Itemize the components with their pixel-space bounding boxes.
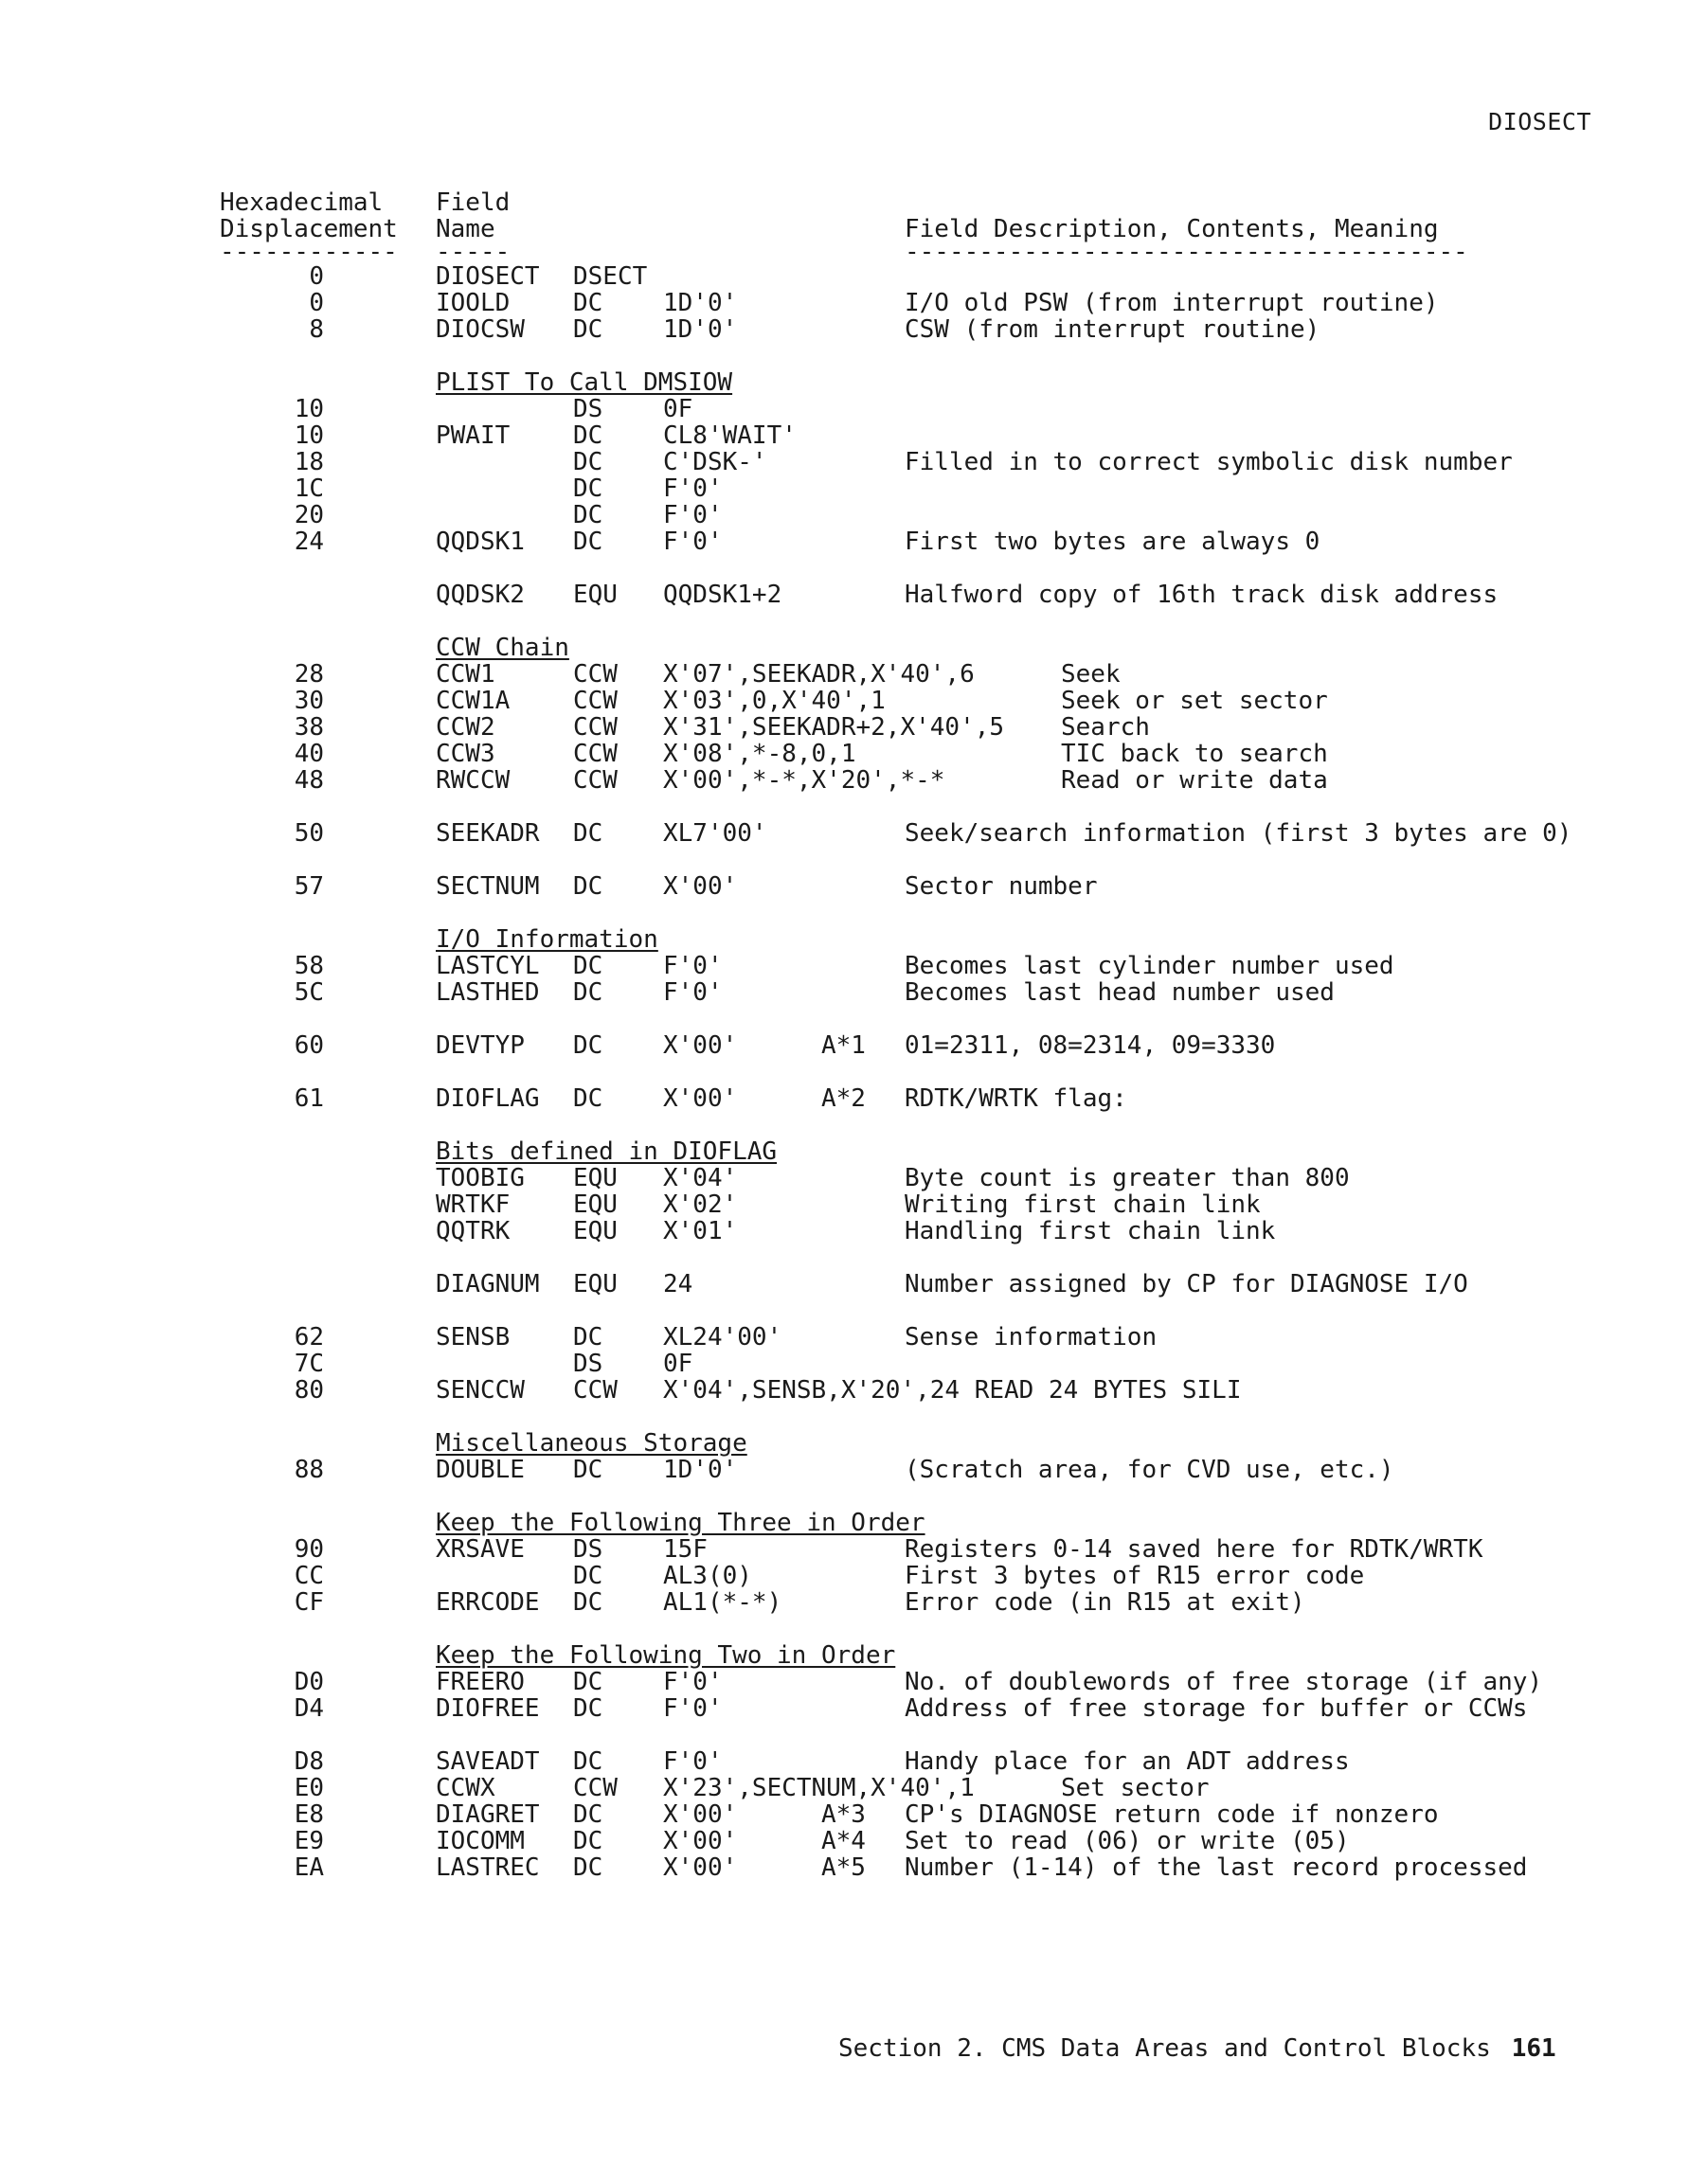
description: Becomes last cylinder number used bbox=[905, 952, 1394, 980]
description: Registers 0-14 saved here for RDTK/WRTK bbox=[905, 1535, 1483, 1564]
row-gap bbox=[0, 1616, 1688, 1642]
operand: C'DSK-' bbox=[663, 448, 767, 476]
operand: 0F bbox=[663, 395, 693, 423]
opcode: DC bbox=[573, 1747, 603, 1776]
section-title bbox=[0, 926, 1688, 953]
operand: X'04' bbox=[663, 1164, 738, 1192]
operand: X'23',SECTNUM,X'40',1 bbox=[663, 1774, 975, 1802]
displacement: 7C bbox=[294, 1350, 324, 1378]
displacement: E8 bbox=[294, 1800, 324, 1829]
section-title-text: PLIST To Call DMSIOW bbox=[436, 368, 733, 397]
annotation: A*1 bbox=[821, 1031, 866, 1060]
ccw-row bbox=[0, 767, 1688, 794]
field-row bbox=[0, 475, 1688, 502]
displacement: 40 bbox=[294, 740, 324, 768]
description: Handy place for an ADT address bbox=[905, 1747, 1350, 1776]
operand: F'0' bbox=[663, 1694, 723, 1723]
operand: AL3(0) bbox=[663, 1562, 752, 1590]
field-name: CCW2 bbox=[436, 713, 495, 742]
ccw-row bbox=[0, 688, 1688, 714]
annotation: A*5 bbox=[821, 1853, 866, 1882]
operand: F'0' bbox=[663, 1747, 723, 1776]
field-row bbox=[0, 1191, 1688, 1218]
description: Writing first chain link bbox=[905, 1190, 1261, 1219]
description: Address of free storage for buffer or CCWs bbox=[905, 1694, 1528, 1723]
row-gap bbox=[0, 1404, 1688, 1430]
field-row bbox=[0, 582, 1688, 608]
operand: F'0' bbox=[663, 978, 723, 1007]
field-name: IOCOMM bbox=[436, 1827, 525, 1855]
operand: 1D'0' bbox=[663, 315, 738, 344]
description: CP's DIAGNOSE return code if nonzero bbox=[905, 1800, 1439, 1829]
row-gap bbox=[0, 343, 1688, 369]
running-header: DIOSECT bbox=[1488, 108, 1591, 135]
row-gap bbox=[0, 847, 1688, 873]
displacement: 38 bbox=[294, 713, 324, 742]
description: CSW (from interrupt routine) bbox=[905, 315, 1320, 344]
field-name: LASTHED bbox=[436, 978, 540, 1007]
row-gap bbox=[0, 1483, 1688, 1510]
displacement: 0 bbox=[309, 289, 324, 317]
field-name: CCWX bbox=[436, 1774, 495, 1802]
displacement: 1C bbox=[294, 474, 324, 503]
field-name: DEVTYP bbox=[436, 1031, 525, 1060]
description: Error code (in R15 at exit) bbox=[905, 1588, 1305, 1617]
section-title-text: Miscellaneous Storage bbox=[436, 1429, 747, 1458]
operand: X'07',SEEKADR,X'40',6 bbox=[663, 660, 975, 689]
section-title bbox=[0, 1138, 1688, 1165]
operand: X'00',*-*,X'20',*-* bbox=[663, 766, 945, 795]
field-name: SECTNUM bbox=[436, 872, 540, 901]
opcode: EQU bbox=[573, 1164, 618, 1192]
operand: AL1(*-*) bbox=[663, 1588, 782, 1617]
column-header-displacement-2: Displacement bbox=[220, 215, 398, 243]
displacement: CC bbox=[294, 1562, 324, 1590]
section-title bbox=[0, 369, 1688, 396]
field-name: CCW1 bbox=[436, 660, 495, 689]
field-row bbox=[0, 263, 1688, 290]
operand: F'0' bbox=[663, 952, 723, 980]
operand: F'0' bbox=[663, 501, 723, 529]
opcode: DC bbox=[573, 1827, 603, 1855]
displacement: 57 bbox=[294, 872, 324, 901]
displacement: 28 bbox=[294, 660, 324, 689]
page-footer bbox=[838, 2034, 1556, 2063]
field-row bbox=[0, 1165, 1688, 1191]
operand: 1D'0' bbox=[663, 289, 738, 317]
row-gap bbox=[0, 1059, 1688, 1085]
row-gap bbox=[0, 1298, 1688, 1324]
field-name: DIAGRET bbox=[436, 1800, 540, 1829]
displacement: 30 bbox=[294, 687, 324, 715]
displacement: 90 bbox=[294, 1535, 324, 1564]
operand: X'00' bbox=[663, 1084, 738, 1113]
field-name: TOOBIG bbox=[436, 1164, 525, 1192]
opcode: DC bbox=[573, 819, 603, 848]
field-row bbox=[0, 1801, 1688, 1828]
ccw-row bbox=[0, 661, 1688, 688]
field-row bbox=[0, 1536, 1688, 1563]
ccw-row bbox=[0, 741, 1688, 767]
row-gap bbox=[0, 1112, 1688, 1138]
column-header-field-1: Field bbox=[436, 188, 511, 217]
field-row bbox=[0, 1085, 1688, 1112]
displacement: 24 bbox=[294, 528, 324, 556]
column-rule-field: ----- bbox=[436, 238, 511, 266]
field-row bbox=[0, 1457, 1688, 1483]
description: First 3 bytes of R15 error code bbox=[905, 1562, 1365, 1590]
operand: 0F bbox=[663, 1350, 693, 1378]
ccw-comment: TIC back to search bbox=[1061, 740, 1328, 768]
row-gap bbox=[0, 1722, 1688, 1748]
ccw-comment: Seek or set sector bbox=[1061, 687, 1328, 715]
opcode: DC bbox=[573, 289, 603, 317]
opcode: EQU bbox=[573, 1270, 618, 1298]
displacement: 10 bbox=[294, 421, 324, 450]
opcode: DC bbox=[573, 1562, 603, 1590]
field-name: XRSAVE bbox=[436, 1535, 525, 1564]
field-name: QQTRK bbox=[436, 1217, 511, 1245]
displacement: D8 bbox=[294, 1747, 324, 1776]
field-row bbox=[0, 1271, 1688, 1298]
field-row bbox=[0, 1589, 1688, 1616]
row-gap bbox=[0, 555, 1688, 582]
opcode: DSECT bbox=[573, 262, 648, 291]
opcode: DC bbox=[573, 1588, 603, 1617]
opcode: DC bbox=[573, 1853, 603, 1882]
field-name: FREERO bbox=[436, 1668, 525, 1696]
field-row bbox=[0, 316, 1688, 343]
ccw-comment: Read or write data bbox=[1061, 766, 1328, 795]
description: Number (1-14) of the last record processed bbox=[905, 1853, 1528, 1882]
field-row bbox=[0, 1854, 1688, 1881]
field-name: SENSB bbox=[436, 1323, 511, 1352]
description: Filled in to correct symbolic disk number bbox=[905, 448, 1513, 476]
section-title bbox=[0, 1430, 1688, 1457]
displacement: 8 bbox=[309, 315, 324, 344]
operand: F'0' bbox=[663, 1668, 723, 1696]
page-number: 161 bbox=[1511, 2034, 1556, 2063]
description: Becomes last head number used bbox=[905, 978, 1335, 1007]
displacement: E0 bbox=[294, 1774, 324, 1802]
field-name: QQDSK2 bbox=[436, 581, 525, 609]
field-name: DIOCSW bbox=[436, 315, 525, 344]
description: No. of doublewords of free storage (if any) bbox=[905, 1668, 1543, 1696]
opcode: DC bbox=[573, 315, 603, 344]
opcode: DC bbox=[573, 528, 603, 556]
section-title-text: Keep the Following Three in Order bbox=[436, 1509, 925, 1537]
field-row bbox=[0, 1324, 1688, 1351]
displacement: D4 bbox=[294, 1694, 324, 1723]
field-row bbox=[0, 1669, 1688, 1695]
operand: X'03',0,X'40',1 bbox=[663, 687, 886, 715]
description: Seek/search information (first 3 bytes are 0) bbox=[905, 819, 1572, 848]
description: Byte count is greater than 800 bbox=[905, 1164, 1350, 1192]
section-title-text: Bits defined in DIOFLAG bbox=[436, 1137, 778, 1166]
section-title-text: Keep the Following Two in Order bbox=[436, 1641, 896, 1670]
description: Number assigned by CP for DIAGNOSE I/O bbox=[905, 1270, 1468, 1298]
displacement: CF bbox=[294, 1588, 324, 1617]
operand: X'00' bbox=[663, 1853, 738, 1882]
displacement: 88 bbox=[294, 1456, 324, 1484]
annotation: A*3 bbox=[821, 1800, 866, 1829]
field-name: DOUBLE bbox=[436, 1456, 525, 1484]
field-name: SENCCW bbox=[436, 1376, 525, 1405]
displacement: 20 bbox=[294, 501, 324, 529]
operand: X'00' bbox=[663, 1800, 738, 1829]
description: Sector number bbox=[905, 872, 1098, 901]
displacement: 5C bbox=[294, 978, 324, 1007]
row-gap bbox=[0, 900, 1688, 926]
operand: X'08',*-8,0,1 bbox=[663, 740, 856, 768]
field-name: DIOFLAG bbox=[436, 1084, 540, 1113]
opcode: DC bbox=[573, 1694, 603, 1723]
column-header-displacement-1: Hexadecimal bbox=[220, 188, 384, 217]
field-row bbox=[0, 528, 1688, 555]
row-gap bbox=[0, 794, 1688, 820]
field-name: RWCCW bbox=[436, 766, 511, 795]
opcode: DC bbox=[573, 421, 603, 450]
operand: XL24'00' bbox=[663, 1323, 782, 1352]
operand: 24 bbox=[663, 1270, 693, 1298]
field-name: ERRCODE bbox=[436, 1588, 540, 1617]
opcode: DC bbox=[573, 1031, 603, 1060]
operand: X'02' bbox=[663, 1190, 738, 1219]
field-row bbox=[0, 1563, 1688, 1589]
field-row bbox=[0, 1748, 1688, 1775]
section-title-text: CCW Chain bbox=[436, 634, 569, 662]
opcode: CCW bbox=[573, 740, 618, 768]
displacement: 18 bbox=[294, 448, 324, 476]
row-gap bbox=[0, 608, 1688, 635]
field-name: LASTREC bbox=[436, 1853, 540, 1882]
opcode: CCW bbox=[573, 1376, 618, 1405]
operand: X'31',SEEKADR+2,X'40',5 bbox=[663, 713, 1005, 742]
field-row bbox=[0, 502, 1688, 528]
section-title bbox=[0, 635, 1688, 661]
field-row bbox=[0, 422, 1688, 449]
field-row bbox=[0, 449, 1688, 475]
field-name: DIOSECT bbox=[436, 262, 540, 291]
displacement: 50 bbox=[294, 819, 324, 848]
field-name: DIOFREE bbox=[436, 1694, 540, 1723]
field-name: SAVEADT bbox=[436, 1747, 540, 1776]
displacement: EA bbox=[294, 1853, 324, 1882]
operand: X'00' bbox=[663, 1031, 738, 1060]
operand: CL8'WAIT' bbox=[663, 421, 797, 450]
ccw-row bbox=[0, 714, 1688, 741]
row-gap bbox=[0, 1006, 1688, 1032]
operand: XL7'00' bbox=[663, 819, 767, 848]
ccw-comment: Seek bbox=[1061, 660, 1121, 689]
field-name: IOOLD bbox=[436, 289, 511, 317]
field-row bbox=[0, 1351, 1688, 1377]
field-name: LASTCYL bbox=[436, 952, 540, 980]
displacement: 0 bbox=[309, 262, 324, 291]
opcode: CCW bbox=[573, 713, 618, 742]
ccw-comment: Search bbox=[1061, 713, 1150, 742]
opcode: CCW bbox=[573, 687, 618, 715]
displacement: 58 bbox=[294, 952, 324, 980]
ccw-row bbox=[0, 1775, 1688, 1801]
field-row bbox=[0, 979, 1688, 1006]
column-header-description: Field Description, Contents, Meaning bbox=[905, 215, 1439, 243]
opcode: DC bbox=[573, 1323, 603, 1352]
field-row bbox=[0, 396, 1688, 422]
field-name: CCW1A bbox=[436, 687, 511, 715]
field-name: DIAGNUM bbox=[436, 1270, 540, 1298]
annotation: A*4 bbox=[821, 1827, 866, 1855]
displacement: 48 bbox=[294, 766, 324, 795]
opcode: CCW bbox=[573, 660, 618, 689]
footer-section-title: Section 2. CMS Data Areas and Control Blocks bbox=[838, 2034, 1491, 2063]
operand: 1D'0' bbox=[663, 1456, 738, 1484]
opcode: CCW bbox=[573, 766, 618, 795]
displacement: 10 bbox=[294, 395, 324, 423]
description: Handling first chain link bbox=[905, 1217, 1276, 1245]
section-title bbox=[0, 1642, 1688, 1669]
operand: X'00' bbox=[663, 872, 738, 901]
field-row bbox=[0, 820, 1688, 847]
section-title bbox=[0, 1510, 1688, 1536]
opcode: DC bbox=[573, 1456, 603, 1484]
opcode: EQU bbox=[573, 1190, 618, 1219]
operand: F'0' bbox=[663, 474, 723, 503]
displacement: 62 bbox=[294, 1323, 324, 1352]
field-row bbox=[0, 1377, 1688, 1404]
operand: X'00' bbox=[663, 1827, 738, 1855]
description: Halfword copy of 16th track disk address bbox=[905, 581, 1499, 609]
opcode: DC bbox=[573, 978, 603, 1007]
section-title-text: I/O Information bbox=[436, 925, 658, 954]
operand: X'01' bbox=[663, 1217, 738, 1245]
opcode: DC bbox=[573, 1668, 603, 1696]
field-name: WRTKF bbox=[436, 1190, 511, 1219]
displacement: 80 bbox=[294, 1376, 324, 1405]
column-header-field-2: Name bbox=[436, 215, 495, 243]
operand: 15F bbox=[663, 1535, 708, 1564]
field-row bbox=[0, 1828, 1688, 1854]
description: Set to read (06) or write (05) bbox=[905, 1827, 1350, 1855]
opcode: CCW bbox=[573, 1774, 618, 1802]
field-name: CCW3 bbox=[436, 740, 495, 768]
opcode: EQU bbox=[573, 581, 618, 609]
displacement: E9 bbox=[294, 1827, 324, 1855]
field-name: SEEKADR bbox=[436, 819, 540, 848]
opcode: DC bbox=[573, 872, 603, 901]
row-gap bbox=[0, 1244, 1688, 1271]
opcode: DC bbox=[573, 952, 603, 980]
opcode: DC bbox=[573, 474, 603, 503]
displacement: 61 bbox=[294, 1084, 324, 1113]
opcode: DC bbox=[573, 501, 603, 529]
field-row bbox=[0, 953, 1688, 979]
displacement: 60 bbox=[294, 1031, 324, 1060]
opcode: DC bbox=[573, 1800, 603, 1829]
column-rule-displacement: ------------ bbox=[220, 238, 398, 266]
description: I/O old PSW (from interrupt routine) bbox=[905, 289, 1439, 317]
operand: QQDSK1+2 bbox=[663, 581, 782, 609]
annotation: A*2 bbox=[821, 1084, 866, 1113]
opcode: DS bbox=[573, 1535, 603, 1564]
opcode: DS bbox=[573, 1350, 603, 1378]
description: First two bytes are always 0 bbox=[905, 528, 1320, 556]
field-row bbox=[0, 1695, 1688, 1722]
description: 01=2311, 08=2314, 09=3330 bbox=[905, 1031, 1276, 1060]
operand: F'0' bbox=[663, 528, 723, 556]
operand: X'04',SENSB,X'20',24 READ 24 BYTES SILI bbox=[663, 1376, 1242, 1405]
field-row bbox=[0, 873, 1688, 900]
displacement: D0 bbox=[294, 1668, 324, 1696]
field-table bbox=[0, 263, 1688, 1881]
opcode: DC bbox=[573, 1084, 603, 1113]
opcode: DC bbox=[573, 448, 603, 476]
field-row bbox=[0, 1032, 1688, 1059]
opcode: DS bbox=[573, 395, 603, 423]
field-name: PWAIT bbox=[436, 421, 511, 450]
opcode: EQU bbox=[573, 1217, 618, 1245]
description: RDTK/WRTK flag: bbox=[905, 1084, 1127, 1113]
ccw-comment: Set sector bbox=[1061, 1774, 1210, 1802]
field-row bbox=[0, 1218, 1688, 1244]
description: (Scratch area, for CVD use, etc.) bbox=[905, 1456, 1394, 1484]
field-name: QQDSK1 bbox=[436, 528, 525, 556]
description: Sense information bbox=[905, 1323, 1158, 1352]
field-row bbox=[0, 290, 1688, 316]
column-rule-description: -------------------------------------- bbox=[905, 238, 1468, 266]
